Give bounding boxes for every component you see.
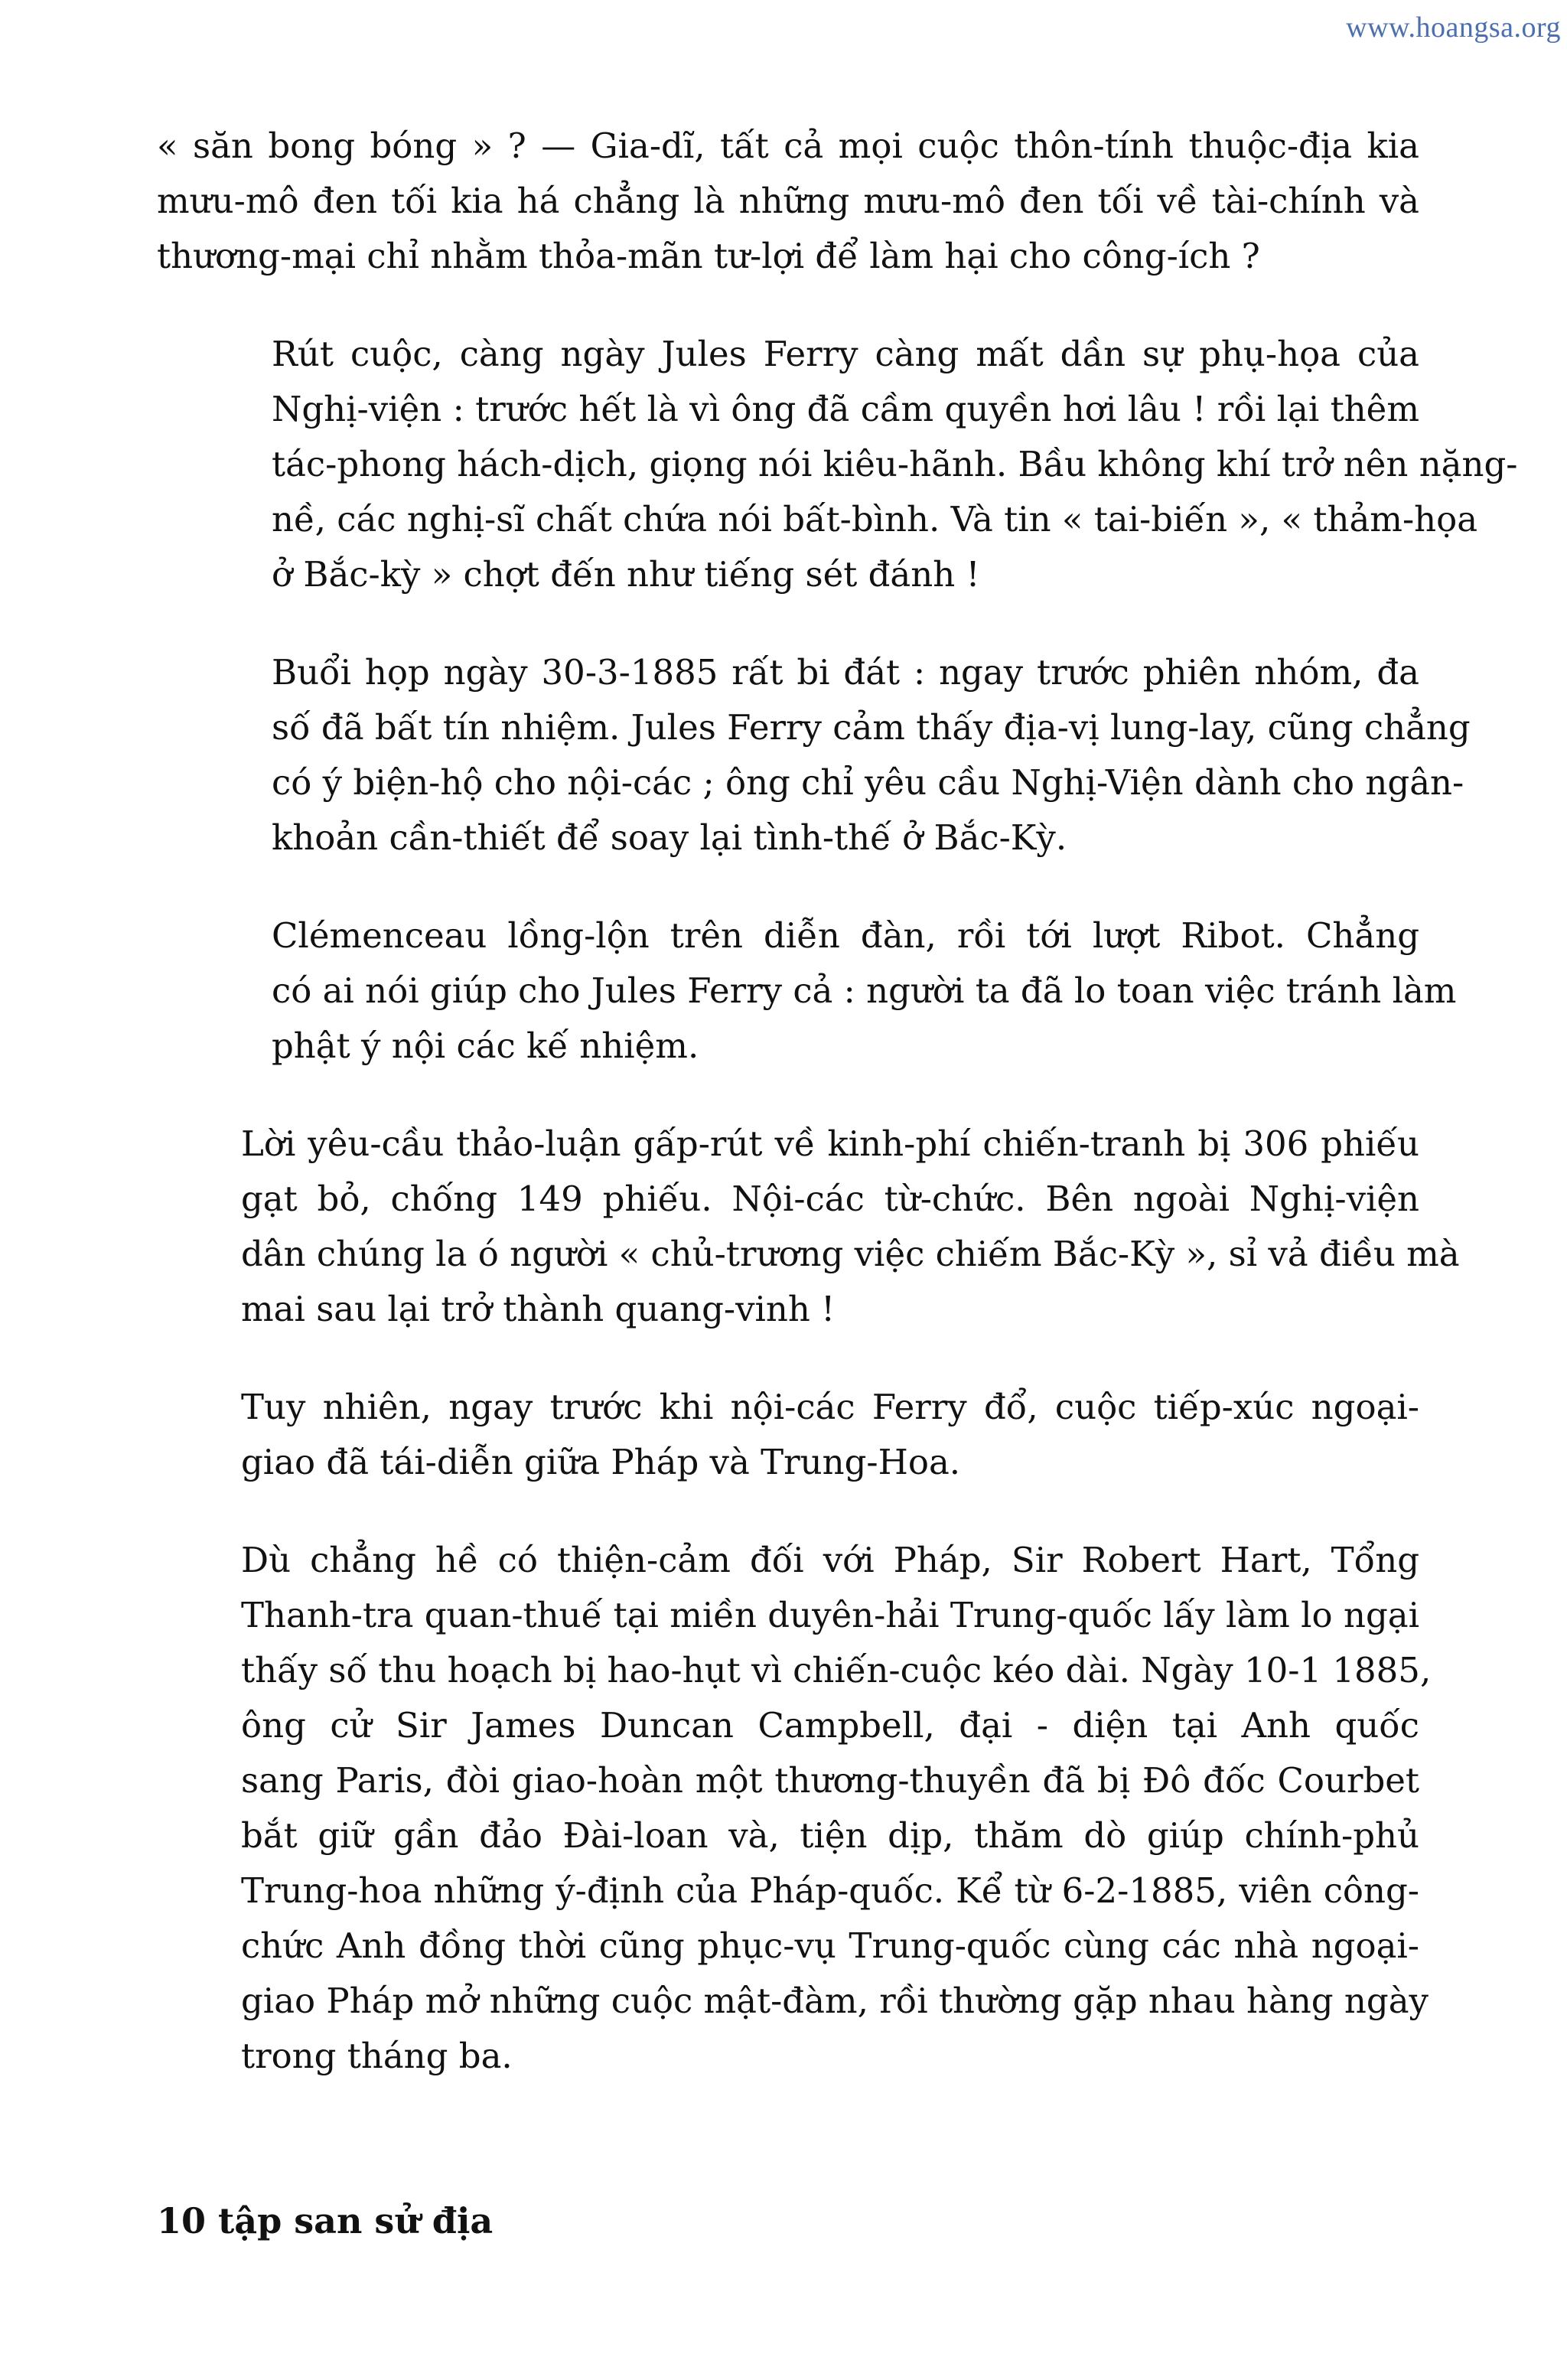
- text-line: giao đã tái-diễn giữa Pháp và Trung-Hoa.: [241, 1442, 961, 1482]
- text-line: Tuy nhiên, ngay trước khi nội-các Ferry đổ, cuộc tiếp-xúc ngoại-: [241, 1387, 1419, 1427]
- text-line: Buổi họp ngày 30-3-1885 rất bi đát : ngay trước phiên nhóm, đa: [272, 652, 1419, 693]
- page-body: [157, 119, 1518, 2127]
- text-line: thương-mại chỉ nhằm thỏa-mãn tư-lợi để làm hại cho công-ích ?: [157, 236, 1260, 276]
- text-line: ông cử Sir James Duncan Campbell, đại - diện tại Anh quốc: [241, 1705, 1419, 1746]
- text-line: mưu-mô đen tối kia há chẳng là những mưu-mô đen tối về tài-chính và: [157, 181, 1419, 221]
- text-line: Trung-hoa những ý-định của Pháp-quốc. Kể từ 6-2-1885, viên công-: [241, 1870, 1419, 1911]
- text-line: Nghị-viện : trước hết là vì ông đã cầm quyền hơi lâu ! rồi lại thêm: [272, 389, 1419, 429]
- text-line: khoản cần-thiết để soay lại tình-thế ở Bắc-Kỳ.: [272, 817, 1067, 858]
- text-line: có ai nói giúp cho Jules Ferry cả : người ta đã lo toan việc tránh làm: [272, 970, 1457, 1011]
- text-line: gạt bỏ, chống 149 phiếu. Nội-các từ-chức. Bên ngoài Nghị-viện: [241, 1179, 1419, 1219]
- paragraph-7: [157, 1533, 1432, 2084]
- text-line: Lời yêu-cầu thảo-luận gấp-rút về kinh-phí chiến-tranh bị 306 phiếu: [241, 1123, 1419, 1164]
- watermark: www.hoangsa.org: [1346, 11, 1561, 44]
- paragraph-1: [157, 119, 1419, 284]
- paragraph-6: [157, 1380, 1419, 1490]
- text-line: trong tháng ba.: [241, 2036, 513, 2076]
- text-line: Dù chẳng hề có thiện-cảm đối với Pháp, Sir Robert Hart, Tổng: [241, 1540, 1419, 1580]
- text-line: có ý biện-hộ cho nội-các ; ông chỉ yêu cầu Nghị-Viện dành cho ngân-: [272, 762, 1464, 803]
- text-line: bắt giữ gần đảo Đài-loan và, tiện dịp, thăm dò giúp chính-phủ: [241, 1815, 1419, 1856]
- text-line: phật ý nội các kế nhiệm.: [272, 1025, 699, 1066]
- text-line: Clémenceau lồng-lộn trên diễn đàn, rồi tới lượt Ribot. Chẳng: [272, 915, 1419, 956]
- text-line: dân chúng la ó người « chủ-trương việc chiếm Bắc-Kỳ », sỉ vả điều mà: [241, 1234, 1460, 1274]
- text-line: sang Paris, đòi giao-hoàn một thương-thuyền đã bị Đô đốc Courbet: [241, 1760, 1419, 1801]
- text-line: thấy số thu hoạch bị hao-hụt vì chiến-cuộc kéo dài. Ngày 10-1 1885,: [241, 1650, 1432, 1690]
- text-line: mai sau lại trở thành quang-vinh !: [241, 1289, 836, 1329]
- paragraph-3: [157, 645, 1471, 866]
- paragraph-5: [157, 1117, 1460, 1337]
- text-line: Thanh-tra quan-thuế tại miền duyên-hải Trung-quốc lấy làm lo ngại: [241, 1595, 1419, 1635]
- paragraph-2: [157, 327, 1518, 602]
- text-line: chức Anh đồng thời cũng phục-vụ Trung-quốc cùng các nhà ngoại-: [241, 1925, 1419, 1966]
- text-line: ở Bắc-kỳ » chợt đến như tiếng sét đánh !: [272, 554, 980, 595]
- text-line: Rút cuộc, càng ngày Jules Ferry càng mất dần sự phụ-họa của: [272, 334, 1419, 374]
- text-line: tác-phong hách-dịch, giọng nói kiêu-hãnh. Bầu không khí trở nên nặng-: [272, 444, 1518, 484]
- paragraph-4: [157, 908, 1457, 1074]
- text-line: nề, các nghị-sĩ chất chứa nói bất-bình. Và tin « tai-biến », « thảm-họa: [272, 499, 1478, 540]
- text-line: giao Pháp mở những cuộc mật-đàm, rồi thường gặp nhau hàng ngày: [241, 1981, 1429, 2021]
- page-footer: 10 tập san sử địa: [157, 2200, 494, 2241]
- text-line: « săn bong bóng » ? — Gia-dĩ, tất cả mọi cuộc thôn-tính thuộc-địa kia: [157, 126, 1419, 166]
- text-line: số đã bất tín nhiệm. Jules Ferry cảm thấy địa-vị lung-lay, cũng chẳng: [272, 707, 1471, 748]
